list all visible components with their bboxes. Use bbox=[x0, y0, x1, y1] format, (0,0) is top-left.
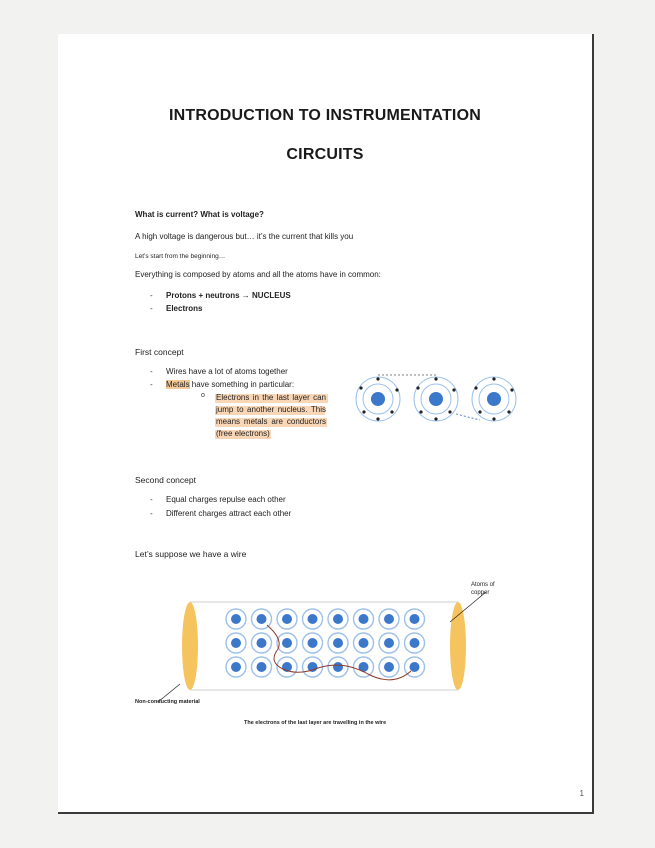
copper-atom-nucleus bbox=[257, 638, 267, 648]
bullet-dash: - bbox=[150, 304, 153, 313]
item2-rest: have something in particular: bbox=[189, 380, 295, 389]
atoms-diagram bbox=[354, 370, 524, 426]
copper-atom-nucleus bbox=[282, 638, 292, 648]
start-line: Let’s start from the beginning… bbox=[135, 253, 226, 260]
copper-atom-nucleus bbox=[384, 638, 394, 648]
wire-caption: The electrons of the last layer are travelling in the wire bbox=[244, 720, 387, 726]
wire-heading: Let’s suppose we have a wire bbox=[135, 549, 247, 559]
electrons-paragraph: Electrons in the last layer can jump to another nucleus. This means metals are conductors (free electrons) bbox=[216, 393, 326, 438]
second-concept-item2: Different charges attract each other bbox=[166, 509, 292, 518]
first-concept-heading: First concept bbox=[135, 347, 184, 357]
bullet-circle: o bbox=[201, 392, 205, 399]
metals-highlight: Metals bbox=[166, 380, 190, 389]
copper-atom-nucleus bbox=[384, 662, 394, 672]
copper-atom-nucleus bbox=[410, 614, 420, 624]
bullet-dash: - bbox=[150, 509, 153, 518]
copper-atom-nucleus bbox=[308, 614, 318, 624]
wire-diagram bbox=[118, 594, 538, 714]
nonconducting-label: Non-conducting material bbox=[135, 699, 200, 705]
atoms-line: Everything is composed by atoms and all the atoms have in common: bbox=[135, 270, 381, 279]
first-concept-item2 bbox=[166, 380, 294, 389]
copper-atom-nucleus bbox=[231, 662, 241, 672]
bullet-dash: - bbox=[150, 291, 153, 300]
copper-atom-nucleus bbox=[359, 638, 369, 648]
voltage-line: A high voltage is dangerous but… it’s the current that kills you bbox=[135, 232, 354, 241]
copper-atom-nucleus bbox=[257, 662, 267, 672]
copper-atom-nucleus bbox=[333, 614, 343, 624]
list-item-nucleus: Protons + neutrons → NUCLEUS bbox=[166, 291, 291, 300]
page-title-line1: INTRODUCTION TO INSTRUMENTATION bbox=[169, 107, 481, 124]
copper-atom-nucleus bbox=[257, 614, 267, 624]
bullet-dash: - bbox=[150, 495, 153, 504]
copper-atom-nucleus bbox=[410, 662, 420, 672]
section-heading: What is current? What is voltage? bbox=[135, 210, 264, 219]
copper-atom-nucleus bbox=[359, 614, 369, 624]
copper-atom-nucleus bbox=[410, 638, 420, 648]
copper-atom-nucleus bbox=[231, 638, 241, 648]
second-concept-heading: Second concept bbox=[135, 475, 196, 485]
first-concept-item1: Wires have a lot of atoms together bbox=[166, 367, 288, 376]
copper-atom-nucleus bbox=[333, 638, 343, 648]
copper-atom-nucleus bbox=[333, 662, 343, 672]
bullet-dash: - bbox=[150, 367, 153, 376]
copper-atom-nucleus bbox=[282, 614, 292, 624]
copper-atom-nucleus bbox=[308, 638, 318, 648]
bullet-dash: - bbox=[150, 380, 153, 389]
document-page bbox=[58, 34, 594, 814]
second-concept-item1: Equal charges repulse each other bbox=[166, 495, 286, 504]
atoms-copper-label: Atoms of copper bbox=[471, 582, 495, 596]
page-title-line2: CIRCUITS bbox=[286, 146, 364, 163]
list-item-electrons: Electrons bbox=[166, 304, 203, 313]
copper-atom-nucleus bbox=[384, 614, 394, 624]
page-number: 1 bbox=[579, 789, 584, 798]
copper-atom-nucleus bbox=[231, 614, 241, 624]
